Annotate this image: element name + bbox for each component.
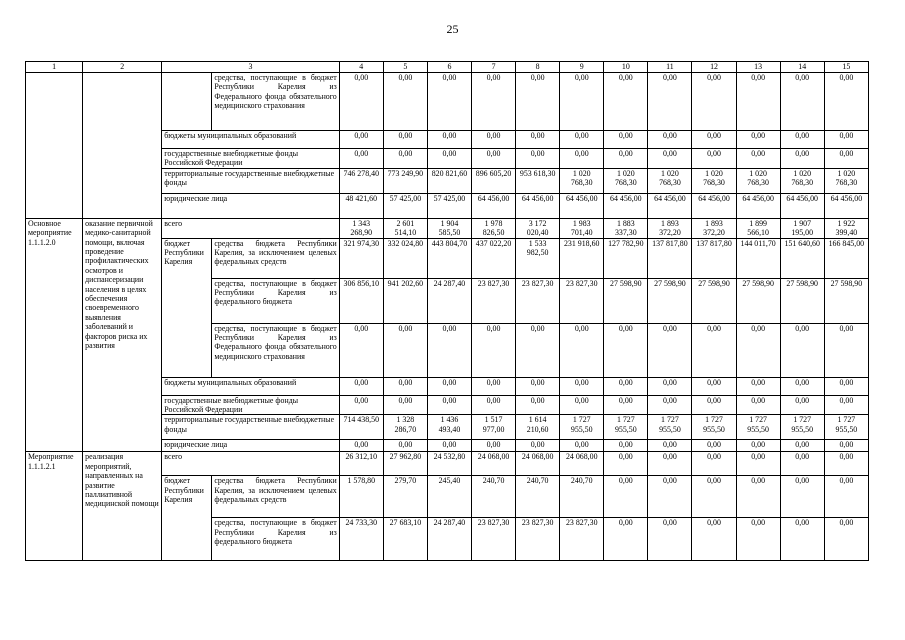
value-cell: 0,00 (383, 377, 427, 395)
value-cell: 0,00 (824, 518, 868, 561)
value-cell: 0,00 (692, 452, 736, 476)
value-cell: 27 598,90 (692, 278, 736, 323)
source-label-cell: средства, поступающие в бюджет Республики Карелия из Федерального фонда обязательного медицинского страхования (212, 73, 339, 131)
value-cell: 0,00 (736, 323, 780, 377)
value-cell: 0,00 (516, 395, 560, 415)
budget-label-cell (162, 73, 212, 131)
value-cell: 245,40 (427, 476, 471, 518)
value-cell: 0,00 (604, 377, 648, 395)
value-cell: 0,00 (339, 73, 383, 131)
source-label-cell: территориальные государственные внебюджетные фонды (162, 168, 339, 193)
value-cell: 1 533 982,50 (516, 238, 560, 278)
value-cell: 0,00 (736, 131, 780, 149)
value-cell: 1 727 955,50 (824, 415, 868, 440)
header-cell: 6 (427, 62, 471, 73)
value-cell: 0,00 (648, 395, 692, 415)
value-cell: 0,00 (560, 149, 604, 169)
value-cell: 27 683,10 (383, 518, 427, 561)
value-cell: 0,00 (736, 377, 780, 395)
value-cell: 24 068,00 (560, 452, 604, 476)
value-cell: 0,00 (383, 440, 427, 452)
value-cell: 0,00 (604, 73, 648, 131)
value-cell: 24 287,40 (427, 278, 471, 323)
value-cell: 144 011,70 (736, 238, 780, 278)
value-cell: 24 287,40 (427, 518, 471, 561)
event-name-cell: оказание первичной медико-санитарной помощи, включая проведение профилактических осмотров и диспансеризации населения в целях обеспечения своевременного выявления заболеваний и факторов риска их развития (83, 218, 162, 452)
value-cell: 0,00 (560, 395, 604, 415)
value-cell: 443 804,70 (427, 238, 471, 278)
value-cell: 0,00 (427, 377, 471, 395)
value-cell: 0,00 (604, 149, 648, 169)
header-cell: 2 (83, 62, 162, 73)
value-cell: 0,00 (648, 452, 692, 476)
value-cell: 1 020 768,30 (560, 168, 604, 193)
value-cell: 0,00 (472, 73, 516, 131)
value-cell: 23 827,30 (472, 278, 516, 323)
value-cell: 0,00 (516, 73, 560, 131)
value-cell: 0,00 (736, 518, 780, 561)
value-cell: 0,00 (516, 440, 560, 452)
header-cell: 8 (516, 62, 560, 73)
value-cell: 279,70 (383, 476, 427, 518)
value-cell: 23 827,30 (516, 278, 560, 323)
header-cell: 15 (824, 62, 868, 73)
value-cell: 0,00 (736, 440, 780, 452)
header-cell: 3 (162, 62, 339, 73)
value-cell: 64 456,00 (824, 193, 868, 218)
value-cell: 24 068,00 (516, 452, 560, 476)
value-cell: 151 640,60 (780, 238, 824, 278)
value-cell: 0,00 (648, 476, 692, 518)
value-cell: 0,00 (339, 377, 383, 395)
value-cell: 773 249,90 (383, 168, 427, 193)
source-label-cell: бюджеты муниципальных образований (162, 131, 339, 149)
page-number: 25 (446, 22, 459, 36)
value-cell: 0,00 (648, 149, 692, 169)
value-cell: 321 974,30 (339, 238, 383, 278)
value-cell: 1 517 977,00 (472, 415, 516, 440)
value-cell: 306 856,10 (339, 278, 383, 323)
value-cell: 0,00 (780, 452, 824, 476)
value-cell: 0,00 (604, 323, 648, 377)
value-cell: 1 343 268,90 (339, 218, 383, 238)
value-cell: 0,00 (427, 440, 471, 452)
value-cell: 0,00 (780, 149, 824, 169)
source-label-cell: средства бюджета Республики Карелия, за исключением целевых федеральных средств (212, 238, 339, 278)
value-cell: 0,00 (472, 440, 516, 452)
value-cell: 64 456,00 (604, 193, 648, 218)
value-cell: 0,00 (824, 73, 868, 131)
value-cell: 0,00 (427, 149, 471, 169)
value-cell: 1 020 768,30 (824, 168, 868, 193)
value-cell: 231 918,60 (560, 238, 604, 278)
value-cell: 0,00 (692, 395, 736, 415)
value-cell: 64 456,00 (736, 193, 780, 218)
value-cell: 0,00 (560, 73, 604, 131)
value-cell: 1 893 372,20 (648, 218, 692, 238)
value-cell: 0,00 (472, 395, 516, 415)
value-cell: 0,00 (648, 377, 692, 395)
value-cell: 1 727 955,50 (648, 415, 692, 440)
value-cell: 27 598,90 (604, 278, 648, 323)
value-cell: 1 893 372,20 (692, 218, 736, 238)
header-cell: 7 (472, 62, 516, 73)
value-cell: 1 328 286,70 (383, 415, 427, 440)
value-cell: 1 883 337,30 (604, 218, 648, 238)
value-cell: 1 020 768,30 (604, 168, 648, 193)
value-cell: 0,00 (339, 440, 383, 452)
value-cell: 0,00 (383, 131, 427, 149)
value-cell: 1 578,80 (339, 476, 383, 518)
value-cell: 27 598,90 (824, 278, 868, 323)
header-cell: 5 (383, 62, 427, 73)
value-cell: 0,00 (780, 440, 824, 452)
value-cell: 24 733,30 (339, 518, 383, 561)
value-cell: 0,00 (736, 73, 780, 131)
source-label-cell: средства, поступающие в бюджет Республики Карелия из федерального бюджета (212, 278, 339, 323)
value-cell: 0,00 (339, 395, 383, 415)
header-cell: 13 (736, 62, 780, 73)
source-label-cell: средства, поступающие в бюджет Республики Карелия из федерального бюджета (212, 518, 339, 561)
value-cell: 240,70 (516, 476, 560, 518)
value-cell: 0,00 (383, 323, 427, 377)
event-name-cell (83, 73, 162, 219)
value-cell: 0,00 (824, 377, 868, 395)
value-cell: 0,00 (780, 73, 824, 131)
value-cell: 0,00 (383, 73, 427, 131)
value-cell: 23 827,30 (560, 278, 604, 323)
value-cell: 3 172 020,40 (516, 218, 560, 238)
value-cell: 1 904 585,50 (427, 218, 471, 238)
value-cell: 0,00 (516, 377, 560, 395)
source-label-cell: всего (162, 452, 339, 476)
value-cell: 1 922 399,40 (824, 218, 868, 238)
source-label-cell: территориальные государственные внебюджетные фонды (162, 415, 339, 440)
value-cell: 0,00 (648, 518, 692, 561)
budget-table (25, 61, 869, 561)
value-cell: 0,00 (648, 73, 692, 131)
value-cell: 24 532,80 (427, 452, 471, 476)
value-cell: 127 782,90 (604, 238, 648, 278)
header-cell: 10 (604, 62, 648, 73)
value-cell: 0,00 (560, 440, 604, 452)
value-cell: 0,00 (383, 395, 427, 415)
value-cell: 1 020 768,30 (780, 168, 824, 193)
value-cell: 714 438,50 (339, 415, 383, 440)
value-cell: 0,00 (824, 440, 868, 452)
value-cell: 0,00 (516, 323, 560, 377)
event-code-cell (26, 73, 83, 219)
value-cell: 0,00 (692, 377, 736, 395)
value-cell: 0,00 (427, 131, 471, 149)
value-cell: 27 598,90 (648, 278, 692, 323)
value-cell: 64 456,00 (472, 193, 516, 218)
value-cell: 27 598,90 (780, 278, 824, 323)
value-cell: 1 727 955,50 (604, 415, 648, 440)
value-cell: 0,00 (692, 323, 736, 377)
value-cell: 1 020 768,30 (736, 168, 780, 193)
value-cell: 0,00 (427, 323, 471, 377)
table-row (26, 73, 869, 131)
header-cell: 4 (339, 62, 383, 73)
value-cell: 0,00 (427, 395, 471, 415)
value-cell: 23 827,30 (560, 518, 604, 561)
source-label-cell: юридические лица (162, 440, 339, 452)
value-cell: 0,00 (824, 476, 868, 518)
value-cell: 0,00 (648, 440, 692, 452)
value-cell: 1 727 955,50 (780, 415, 824, 440)
value-cell: 0,00 (736, 149, 780, 169)
header-cell: 14 (780, 62, 824, 73)
value-cell: 0,00 (824, 149, 868, 169)
header-cell: 1 (26, 62, 83, 73)
value-cell: 0,00 (604, 476, 648, 518)
value-cell: 953 618,30 (516, 168, 560, 193)
value-cell: 0,00 (472, 149, 516, 169)
value-cell: 1 727 955,50 (560, 415, 604, 440)
value-cell: 0,00 (604, 395, 648, 415)
value-cell: 820 821,60 (427, 168, 471, 193)
value-cell: 1 907 195,00 (780, 218, 824, 238)
value-cell: 1 899 566,10 (736, 218, 780, 238)
value-cell: 0,00 (383, 149, 427, 169)
value-cell: 27 962,80 (383, 452, 427, 476)
value-cell: 0,00 (692, 440, 736, 452)
value-cell: 1 020 768,30 (648, 168, 692, 193)
value-cell: 0,00 (824, 131, 868, 149)
table-row (26, 218, 869, 238)
value-cell: 0,00 (780, 131, 824, 149)
value-cell: 0,00 (780, 395, 824, 415)
value-cell: 0,00 (472, 131, 516, 149)
value-cell: 0,00 (339, 149, 383, 169)
value-cell: 2 601 514,10 (383, 218, 427, 238)
event-name-cell: реализация мероприятий, направленных на развитие паллиативной медицинской помощи (83, 452, 162, 561)
table-row (26, 452, 869, 476)
value-cell: 0,00 (824, 323, 868, 377)
value-cell: 0,00 (560, 323, 604, 377)
budget-label-cell: бюджет Республики Карелия (162, 238, 212, 377)
value-cell: 166 845,00 (824, 238, 868, 278)
value-cell: 64 456,00 (648, 193, 692, 218)
source-label-cell: средства, поступающие в бюджет Республики Карелия из Федерального фонда обязательного медицинского страхования (212, 323, 339, 377)
value-cell: 1 727 955,50 (736, 415, 780, 440)
value-cell: 0,00 (516, 149, 560, 169)
value-cell: 1 983 701,40 (560, 218, 604, 238)
value-cell: 57 425,00 (383, 193, 427, 218)
value-cell: 896 605,20 (472, 168, 516, 193)
source-label-cell: государственные внебюджетные фонды Российской Федерации (162, 149, 339, 169)
value-cell: 1 614 210,60 (516, 415, 560, 440)
value-cell: 746 278,40 (339, 168, 383, 193)
value-cell: 332 024,80 (383, 238, 427, 278)
value-cell: 240,70 (560, 476, 604, 518)
value-cell: 0,00 (692, 131, 736, 149)
source-label-cell: государственные внебюджетные фонды Российской Федерации (162, 395, 339, 415)
value-cell: 64 456,00 (560, 193, 604, 218)
value-cell: 0,00 (427, 73, 471, 131)
value-cell: 0,00 (472, 377, 516, 395)
value-cell: 0,00 (780, 323, 824, 377)
value-cell: 0,00 (780, 476, 824, 518)
value-cell: 0,00 (339, 323, 383, 377)
value-cell: 1 727 955,50 (692, 415, 736, 440)
value-cell: 0,00 (692, 518, 736, 561)
value-cell: 0,00 (780, 518, 824, 561)
value-cell: 0,00 (824, 395, 868, 415)
value-cell: 1 436 493,40 (427, 415, 471, 440)
value-cell: 0,00 (780, 377, 824, 395)
value-cell: 64 456,00 (692, 193, 736, 218)
value-cell: 0,00 (560, 131, 604, 149)
source-label-cell: всего (162, 218, 339, 238)
value-cell: 137 817,80 (692, 238, 736, 278)
value-cell: 0,00 (736, 476, 780, 518)
value-cell: 48 421,60 (339, 193, 383, 218)
value-cell: 0,00 (824, 452, 868, 476)
value-cell: 0,00 (648, 131, 692, 149)
value-cell: 0,00 (472, 323, 516, 377)
value-cell: 26 312,10 (339, 452, 383, 476)
value-cell: 0,00 (339, 131, 383, 149)
value-cell: 0,00 (736, 395, 780, 415)
value-cell: 23 827,30 (472, 518, 516, 561)
value-cell: 240,70 (472, 476, 516, 518)
value-cell: 941 202,60 (383, 278, 427, 323)
source-label-cell: юридические лица (162, 193, 339, 218)
value-cell: 1 978 826,50 (472, 218, 516, 238)
value-cell: 0,00 (692, 149, 736, 169)
value-cell: 0,00 (604, 440, 648, 452)
value-cell: 1 020 768,30 (692, 168, 736, 193)
value-cell: 437 022,20 (472, 238, 516, 278)
source-label-cell: бюджеты муниципальных образований (162, 377, 339, 395)
event-code-cell: Мероприятие 1.1.1.2.1 (26, 452, 83, 561)
value-cell: 64 456,00 (516, 193, 560, 218)
value-cell: 0,00 (516, 131, 560, 149)
value-cell: 0,00 (692, 476, 736, 518)
source-label-cell: средства бюджета Республики Карелия, за исключением целевых федеральных средств (212, 476, 339, 518)
event-code-cell: Основное мероприятие 1.1.1.2.0 (26, 218, 83, 452)
value-cell: 64 456,00 (780, 193, 824, 218)
value-cell: 24 068,00 (472, 452, 516, 476)
value-cell: 0,00 (604, 452, 648, 476)
value-cell: 57 425,00 (427, 193, 471, 218)
value-cell: 0,00 (736, 452, 780, 476)
budget-label-cell: бюджет Республики Карелия (162, 476, 212, 561)
value-cell: 0,00 (604, 518, 648, 561)
value-cell: 23 827,30 (516, 518, 560, 561)
value-cell: 0,00 (560, 377, 604, 395)
header-cell: 11 (648, 62, 692, 73)
header-cell: 12 (692, 62, 736, 73)
value-cell: 27 598,90 (736, 278, 780, 323)
header-cell: 9 (560, 62, 604, 73)
value-cell: 137 817,80 (648, 238, 692, 278)
value-cell: 0,00 (648, 323, 692, 377)
header-row (26, 62, 869, 73)
value-cell: 0,00 (604, 131, 648, 149)
value-cell: 0,00 (692, 73, 736, 131)
